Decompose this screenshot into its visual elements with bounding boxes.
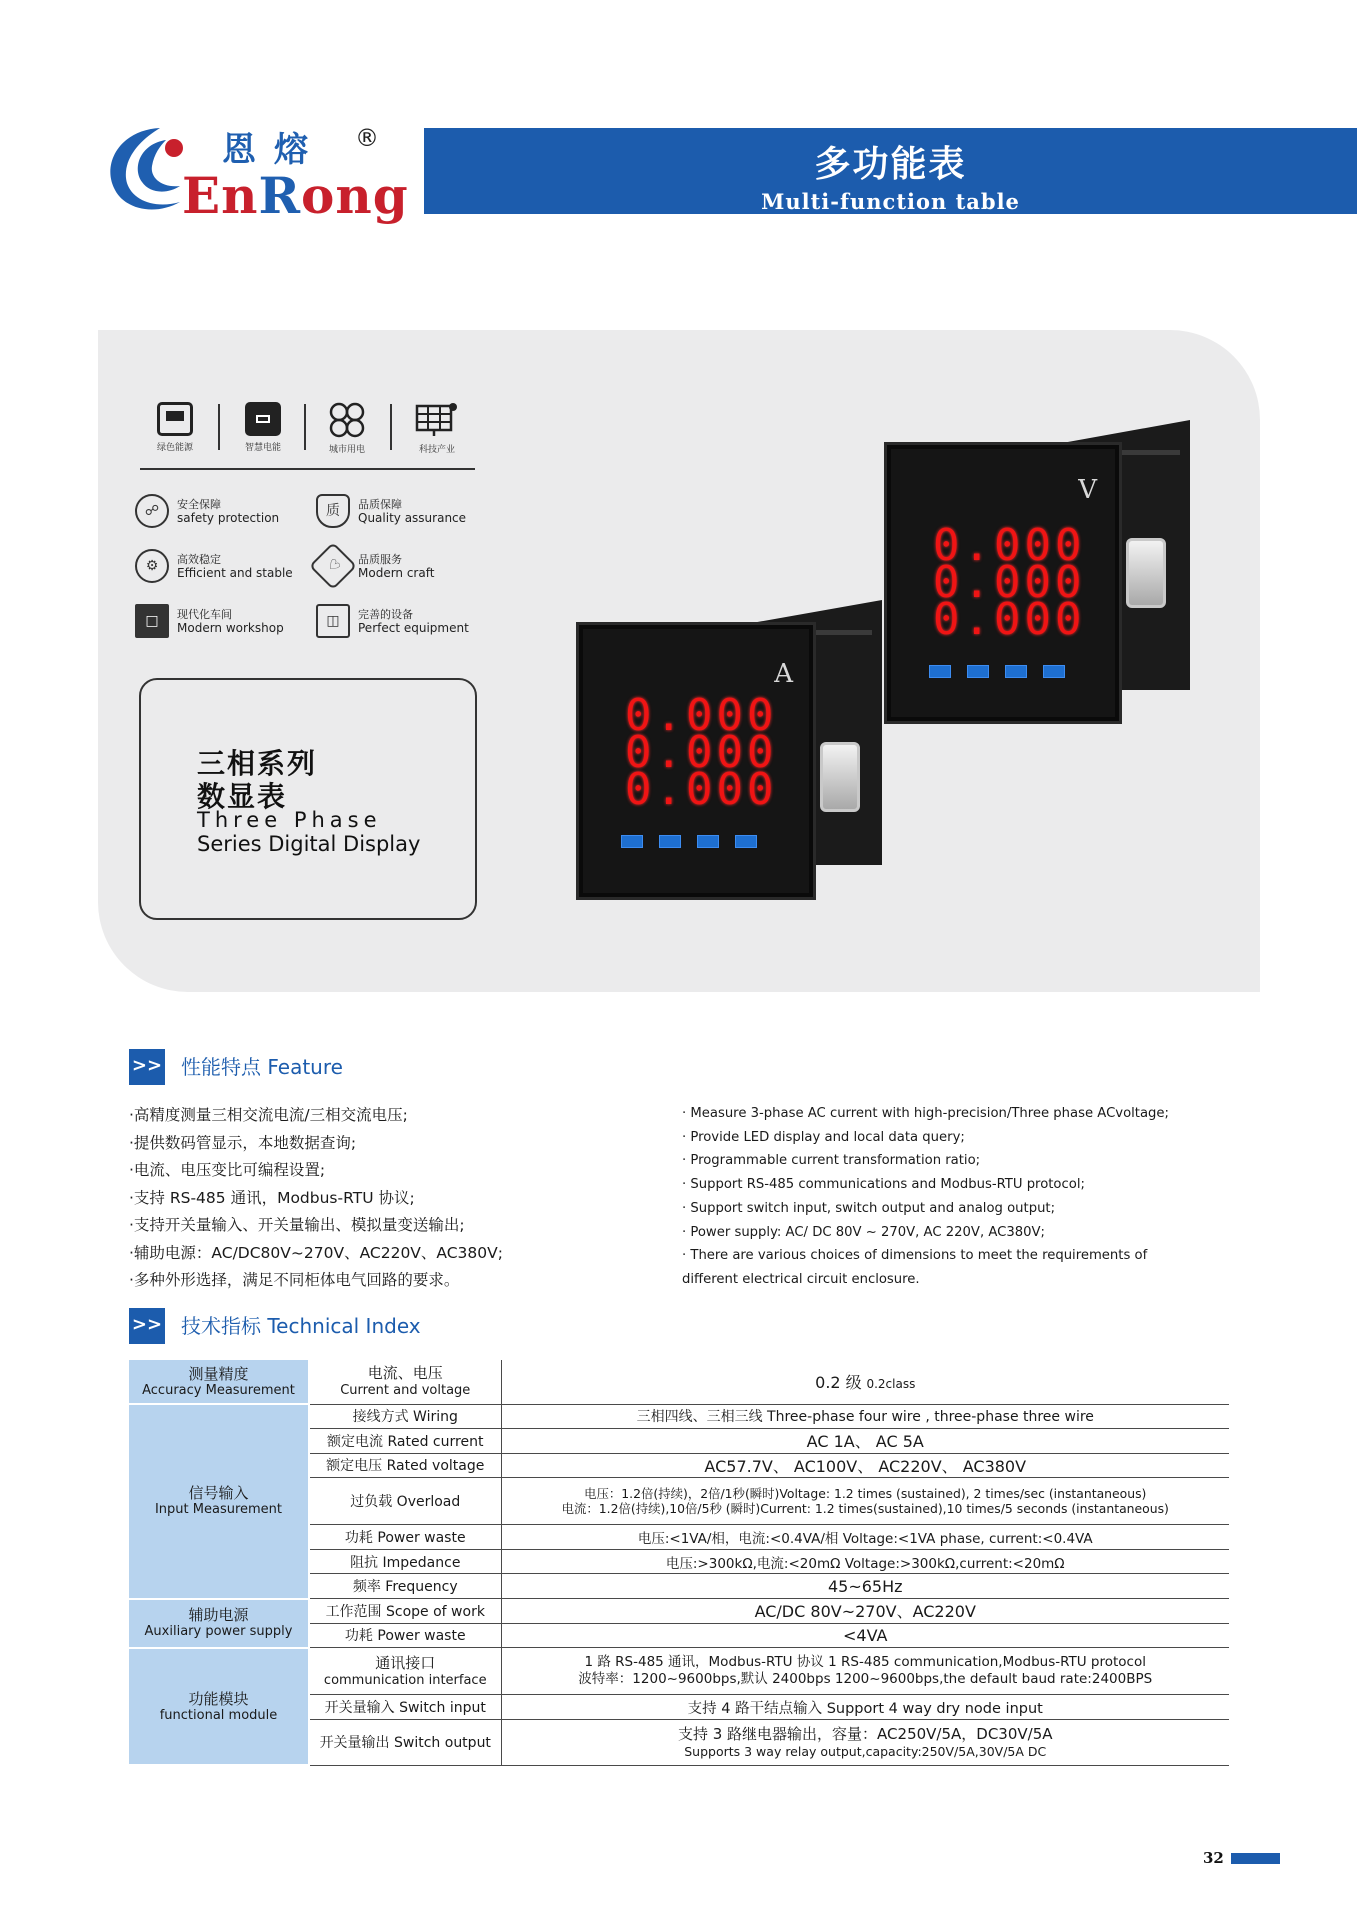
meter-button-1[interactable] (621, 835, 643, 848)
category-label-cn: 信号输入 (188, 1484, 249, 1503)
spec-label: 额定电压 Rated voltage (309, 1453, 501, 1478)
category-label-cn: 测量精度 (188, 1364, 249, 1383)
list-item: ·多种外形选择，满足不同柜体电气回路的要求。 (129, 1271, 460, 1289)
icon-row-item-tech-industry (402, 402, 472, 455)
spec-value: 电压:<1VA/相，电流:<0.4VA/相 Voltage:<1VA phase, current:<0.4VA (501, 1525, 1229, 1550)
spec-label: 阻抗 Impedance (309, 1549, 501, 1574)
feature-equipment (316, 602, 496, 642)
series-title-en-line1: Three Phase (197, 808, 382, 832)
meter-button-2[interactable] (659, 835, 681, 848)
icon-row-item-city-power (312, 402, 382, 455)
meter-button-3[interactable] (1005, 665, 1027, 678)
page-number-bar (1231, 1853, 1280, 1864)
feature-craft (316, 547, 496, 587)
category-functional-module (129, 1648, 309, 1766)
spec-value-line: 电压：1.2倍(持续)，2倍/1秒(瞬时)Voltage: 1.2 times (sustained), 2 times/sec (instantaneous) (584, 1485, 1147, 1501)
category-aux-power (129, 1599, 309, 1648)
icon-row-divider (304, 404, 306, 450)
meter-reading: 0.000 (625, 764, 778, 815)
feature-list-cn (129, 1102, 503, 1295)
icon-row-divider (390, 404, 392, 450)
brand-name-cn: 恩熔 (222, 130, 326, 170)
meter-face (884, 442, 1122, 724)
mounting-clip (1126, 538, 1166, 608)
category-label-cn: 功能模块 (188, 1689, 249, 1708)
icon-row-label: 智慧电能 (244, 443, 281, 453)
voltage-meter (880, 420, 1190, 725)
meter-display (933, 520, 1086, 645)
brand-name-en-part2: R (258, 166, 302, 225)
section-title: 性能特点 Feature (181, 1055, 343, 1079)
table-row (129, 1360, 1229, 1404)
spec-value-line: 支持 3 路继电器输出，容量：AC250V/5A，DC30V/5A (677, 1725, 1053, 1744)
series-label-box (139, 678, 477, 920)
list-item: · Programmable current transformation ratio; (682, 1153, 981, 1169)
spec-label (309, 1648, 501, 1695)
list-item: · Support switch input, switch output and analog output; (682, 1200, 1056, 1216)
meter-button-4[interactable] (1043, 665, 1065, 678)
spec-label-cn: 电流、电压 (367, 1364, 443, 1383)
category-label-cn: 辅助电源 (188, 1606, 249, 1625)
spec-label-en: communication interface (323, 1672, 487, 1688)
icon-row-underline (140, 468, 475, 470)
icon-row-label: 城市用电 (328, 445, 365, 455)
spec-label: 开关量输入 Switch input (309, 1695, 501, 1720)
spec-table (129, 1360, 1229, 1766)
feature-label-en: Quality assurance (358, 511, 467, 525)
feature-safety (135, 492, 315, 532)
series-title-cn-line1: 三相系列 (197, 747, 318, 780)
spec-label: 过负载 Overload (309, 1478, 501, 1525)
mounting-clip (820, 742, 860, 812)
table-row (129, 1404, 1229, 1429)
brand-name-en-part3: ong (301, 166, 409, 225)
feature-label-en: Efficient and stable (177, 566, 293, 580)
list-item: · Support RS-485 communications and Modbus-RTU protocol; (682, 1177, 1085, 1193)
meter-reading: 0.000 (933, 520, 1086, 571)
spec-value (501, 1478, 1229, 1525)
spec-value: 三相四线、三相三线 Three-phase four wire , three-phase three wire (501, 1404, 1229, 1429)
lock-icon: ☍ (135, 494, 169, 528)
series-title-cn-line2: 数显表 (197, 780, 288, 813)
spec-value: 支持 4 路干结点输入 Support 4 way dry node input (501, 1695, 1229, 1720)
meter-unit-letter: V (1078, 475, 1097, 505)
spec-value: <4VA (501, 1623, 1229, 1648)
registered-mark: ® (355, 124, 379, 152)
spec-label: 开关量输出 Switch output (309, 1719, 501, 1765)
section-title: 技术指标 Technical Index (181, 1314, 421, 1338)
meter-button-1[interactable] (929, 665, 951, 678)
feature-label-en: Modern workshop (177, 621, 284, 635)
quality-shield-icon: 质 (316, 494, 350, 528)
meter-button-4[interactable] (735, 835, 757, 848)
feature-label-cn: 品质保障 (358, 498, 402, 511)
feature-label-en: safety protection (177, 511, 280, 525)
current-meter (572, 600, 882, 900)
list-item: ·支持 RS-485 通讯，Modbus-RTU 协议; (129, 1188, 415, 1207)
list-item: ·辅助电源：AC/DC80V~270V、AC220V、AC380V; (129, 1243, 503, 1262)
list-item: different electrical circuit enclosure. (682, 1271, 920, 1287)
feature-label-cn: 品质服务 (358, 553, 402, 566)
list-item: ·支持开关量输入、开关量输出、模拟量变送输出; (129, 1216, 465, 1234)
meter-display (625, 690, 778, 815)
page-title-cn: 多功能表 (814, 144, 967, 185)
series-title-en-line2: Series Digital Display (197, 832, 421, 856)
spec-value: 电压:>300kΩ,电流:<20mΩ Voltage:>300kΩ,current:<20mΩ (501, 1549, 1229, 1574)
list-item: · There are various choices of dimensions to meet the requirements of (682, 1248, 1148, 1264)
page-number: 32 (1203, 1849, 1224, 1867)
spec-label: 额定电流 Rated current (309, 1429, 501, 1454)
meter-face (576, 622, 816, 900)
feature-label-en: Perfect equipment (358, 621, 469, 635)
spec-label: 接线方式 Wiring (309, 1404, 501, 1429)
spec-label: 功耗 Power waste (309, 1525, 501, 1550)
meter-unit-letter: A (774, 659, 793, 689)
category-label-en: Input Measurement (154, 1502, 283, 1518)
equipment-icon: ◫ (316, 604, 350, 638)
fan-icon (327, 402, 367, 438)
meter-button-3[interactable] (697, 835, 719, 848)
feature-label-cn: 高效稳定 (177, 553, 221, 566)
category-label-en: functional module (159, 1707, 278, 1723)
category-accuracy (129, 1360, 309, 1404)
energy-icon (245, 402, 281, 436)
spec-value-main: 0.2 级 (815, 1373, 862, 1393)
icon-row-label: 科技产业 (418, 445, 455, 455)
brand-name-en-part1: En (182, 166, 259, 225)
spec-value (501, 1719, 1229, 1765)
meter-reading: 0.000 (933, 557, 1086, 608)
table-row (129, 1648, 1229, 1695)
spec-label-en: Current and voltage (340, 1383, 471, 1398)
page-title-en: Multi-function table (761, 189, 1020, 214)
section-marker-icon: >> (129, 1049, 165, 1085)
icon-row-label: 绿色能源 (156, 443, 193, 453)
feature-workshop (135, 602, 315, 642)
spec-label: 频率 Frequency (309, 1574, 501, 1599)
spec-value-line: 1 路 RS-485 通讯，Modbus-RTU 协议 1 RS-485 communication,Modbus-RTU protocol (584, 1654, 1146, 1671)
list-item: ·电流、电压变比可编程设置; (129, 1161, 326, 1179)
brand-logo (100, 118, 409, 228)
gear-head-icon: ⚙ (135, 549, 169, 583)
category-input (129, 1404, 309, 1599)
icon-row-divider (218, 404, 220, 450)
meter-button-2[interactable] (967, 665, 989, 678)
battery-icon (157, 402, 193, 436)
icon-row (140, 402, 480, 466)
list-item: · Measure 3-phase AC current with high-precision/Three phase ACvoltage; (682, 1106, 1169, 1121)
spec-value: AC/DC 80V~270V、AC220V (501, 1599, 1229, 1624)
spec-value-line: Supports 3 way relay output,capacity:250V/5A,30V/5A DC (684, 1743, 1047, 1759)
icon-row-item-green-energy (140, 402, 210, 453)
section-marker-icon: >> (129, 1308, 165, 1344)
spec-label: 功耗 Power waste (309, 1623, 501, 1648)
spec-label-cn: 通讯接口 (375, 1653, 436, 1672)
meter-reading: 0.000 (933, 594, 1086, 645)
list-item: · Power supply: AC/ DC 80V ~ 270V, AC 220V, AC380V; (682, 1224, 1045, 1240)
spec-value (501, 1648, 1229, 1695)
meter-reading: 0.000 (625, 727, 778, 778)
spec-label: 工作范围 Scope of work (309, 1599, 501, 1624)
feature-efficient (135, 547, 315, 587)
category-label-en: Accuracy Measurement (142, 1382, 295, 1398)
category-label-en: Auxiliary power supply (144, 1624, 293, 1640)
spec-value-line: 波特率：1200~9600bps,默认 2400bps 1200~9600bps,the default baud rate:2400BPS (578, 1671, 1153, 1688)
spec-value: AC 1A、 AC 5A (501, 1429, 1229, 1454)
feature-label-cn: 现代化车间 (177, 608, 232, 621)
spec-value: 45~65Hz (501, 1574, 1229, 1599)
spec-value-line: 电流：1.2倍(持续),10倍/5秒 (瞬时)Current: 1.2 times(sustained),10 times/5 seconds (instantaneous) (561, 1501, 1169, 1517)
feature-quality (316, 492, 496, 532)
handshake-icon: ♡ (309, 542, 357, 590)
spec-label (309, 1360, 501, 1404)
list-item: ·提供数码管显示，本地数据查询; (129, 1133, 357, 1152)
factory-icon: □ (135, 604, 169, 638)
spec-value-small: 0.2class (866, 1377, 916, 1392)
brand-name-en (182, 166, 409, 225)
spec-value (501, 1360, 1229, 1404)
table-row (129, 1599, 1229, 1624)
solar-panel-icon (415, 402, 459, 438)
icon-row-item-smart-energy (228, 402, 298, 453)
list-item: · Provide LED display and local data query; (682, 1129, 965, 1145)
meter-reading: 0.000 (625, 690, 778, 741)
feature-label-cn: 安全保障 (177, 498, 221, 511)
feature-list-en (682, 1102, 1169, 1292)
spec-value: AC57.7V、 AC100V、 AC220V、 AC380V (501, 1453, 1229, 1478)
feature-label-cn: 完善的设备 (358, 608, 413, 621)
list-item: ·高精度测量三相交流电流/三相交流电压; (129, 1106, 408, 1124)
title-banner (424, 128, 1357, 214)
feature-label-en: Modern craft (358, 566, 435, 580)
